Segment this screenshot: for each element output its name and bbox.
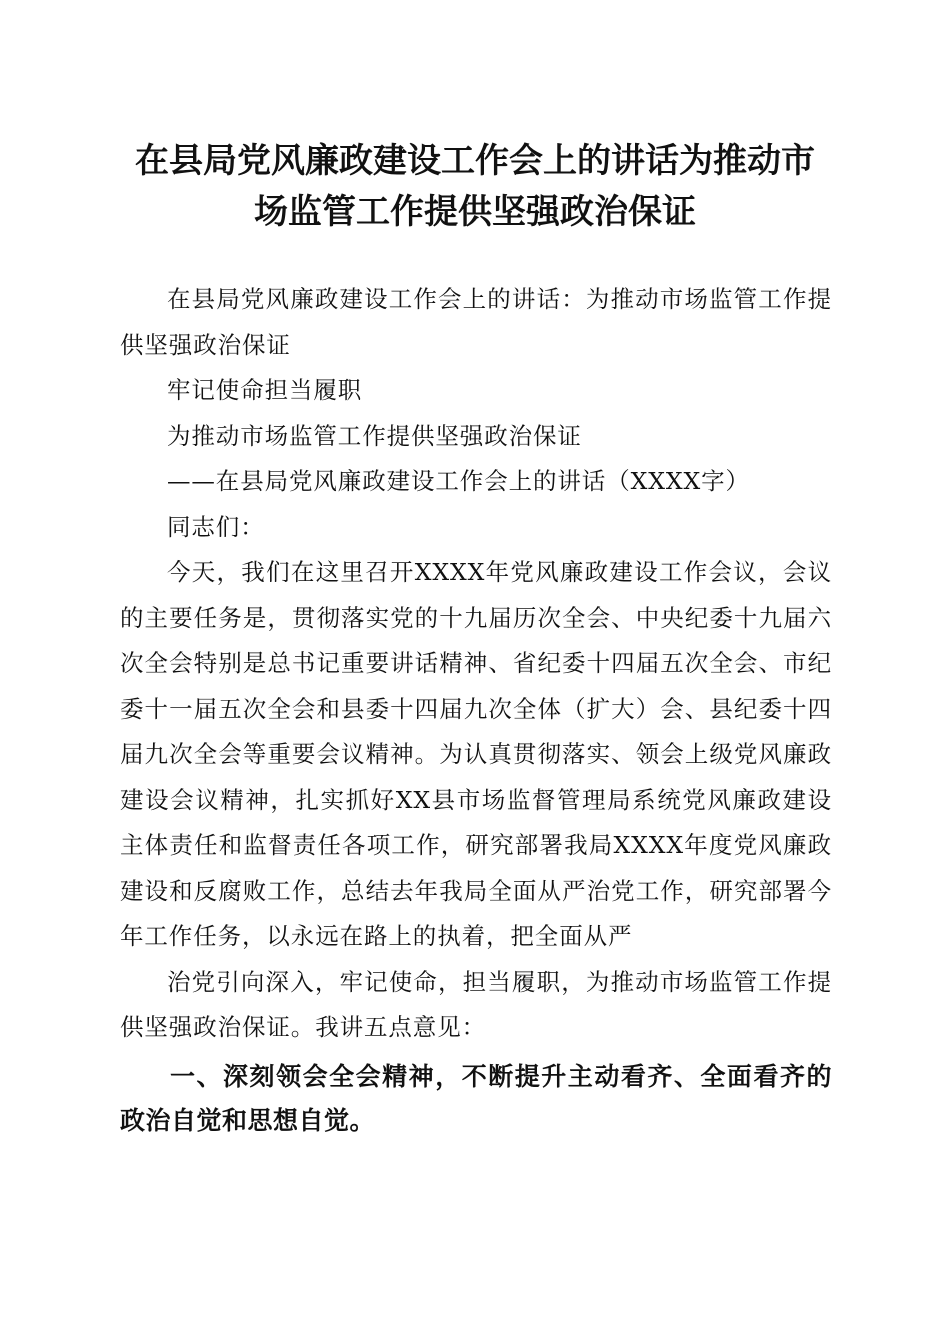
- paragraph-subtitle-3: ——在县局党风廉政建设工作会上的讲话（XXXX字）: [167, 467, 750, 495]
- section-heading-1: 一、深刻领会全会精神，不断提升主动看齐、全面看齐的政治自觉和思想自觉。: [120, 1061, 832, 1135]
- title-line-2: 场监管工作提供坚强政治保证: [254, 192, 696, 232]
- paragraph-subtitle-2: 为推动市场监管工作提供坚强政治保证: [167, 421, 582, 450]
- document-body: [120, 277, 832, 1143]
- title-line-1: 在县局党风廉政建设工作会上的讲话为推动市: [135, 141, 815, 181]
- paragraph-salutation: 同志们：: [167, 512, 265, 541]
- paragraph-subtitle-1: 牢记使命担当履职: [167, 376, 363, 404]
- paragraph-intro: 在县局党风廉政建设工作会上的讲话：为推动市场监管工作提供坚强政治保证: [120, 285, 832, 359]
- paragraph-continuation: 治党引向深入，牢记使命，担当履职，为推动市场监管工作提供坚强政治保证。我讲五点意见：: [120, 967, 832, 1041]
- document-title: [80, 136, 870, 238]
- paragraph-main: 今天，我们在这里召开XXXX年党风廉政建设工作会议，会议的主要任务是，贯彻落实党的十九届历次全会、中央纪委十九届六次全会特别是总书记重要讲话精神、省纪委十四届五次全会、市纪委十一届五次全会和县委十四届九次全体（扩大）会、县纪委十四届九次全会等重要会议精神。为认真贯彻落实、领会上级党风廉政建设会议精神，扎实抓好XX县市场监督管理局系统党风廉政建设主体责任和监督责任各项工作，研究部署我局XXXX年度党风廉政建设和反腐败工作，总结去年我局全面从严治党工作，研究部署今年工作任务，以永远在路上的执着，把全面从严: [120, 558, 832, 950]
